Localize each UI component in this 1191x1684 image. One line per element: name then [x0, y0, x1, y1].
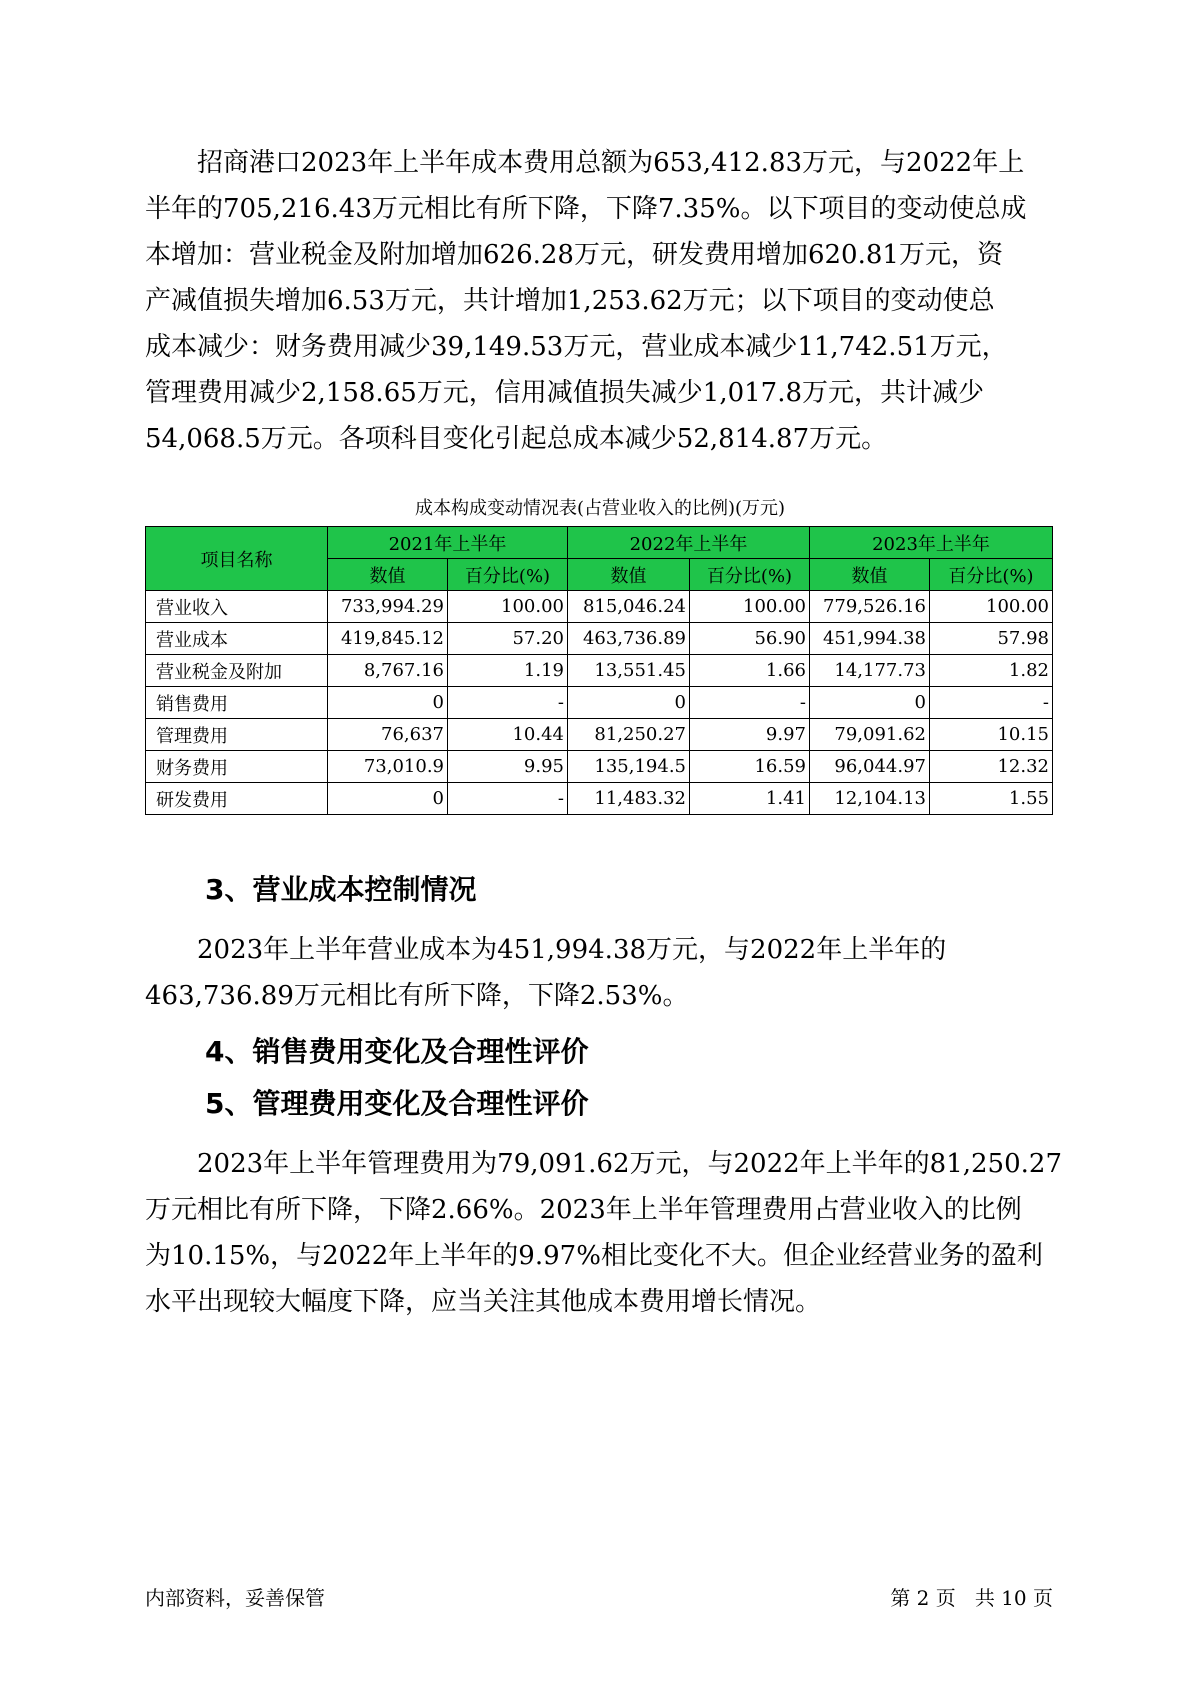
table-cell: 79,091.62: [810, 719, 930, 751]
table-cell: 57.98: [930, 623, 1053, 655]
table-row: [146, 751, 1053, 783]
table-cell: 14,177.73: [810, 655, 930, 687]
subheader-percent: 百分比(%): [930, 559, 1053, 591]
row-label: 营业成本: [146, 623, 328, 655]
text-line: 水平出现较大幅度下降，应当关注其他成本费用增长情况。: [145, 1287, 822, 1317]
text-line: 招商港口2023年上半年成本费用总额为653,412.83万元，与2022年上: [145, 148, 1025, 178]
table-cell: -: [930, 687, 1053, 719]
row-label: 财务费用: [146, 751, 328, 783]
row-label: 研发费用: [146, 783, 328, 815]
table-cell: 1.82: [930, 655, 1053, 687]
table-cell: 0: [810, 687, 930, 719]
period-header-2022: 2022年上半年: [568, 527, 810, 559]
subheader-value: 数值: [810, 559, 930, 591]
table-cell: 463,736.89: [568, 623, 690, 655]
section-heading-5: 5、管理费用变化及合理性评价: [205, 1087, 589, 1120]
text-line: 万元相比有所下降，下降2.66%。2023年上半年管理费用占营业收入的比例: [145, 1195, 1022, 1225]
table-row: [146, 623, 1053, 655]
subheader-value: 数值: [328, 559, 448, 591]
table-cell: 0: [328, 687, 448, 719]
table-row: [146, 655, 1053, 687]
table-cell: 11,483.32: [568, 783, 690, 815]
table-cell: 0: [328, 783, 448, 815]
table-cell: 81,250.27: [568, 719, 690, 751]
corner-header: 项目名称: [146, 527, 328, 591]
subheader-percent: 百分比(%): [690, 559, 810, 591]
text-line: 2023年上半年营业成本为451,994.38万元，与2022年上半年的: [145, 935, 947, 965]
text-line: 2023年上半年管理费用为79,091.62万元，与2022年上半年的81,250.27: [145, 1149, 1062, 1179]
table-row: [146, 719, 1053, 751]
footer-confidential-note: 内部资料，妥善保管: [145, 1586, 325, 1610]
row-label: 营业收入: [146, 591, 328, 623]
intro-paragraph: [145, 140, 1055, 462]
table-cell: 76,637: [328, 719, 448, 751]
table-cell: 779,526.16: [810, 591, 930, 623]
table-row: [146, 591, 1053, 623]
text-line: 半年的705,216.43万元相比有所下降，下降7.35%。以下项目的变动使总成: [145, 194, 1027, 224]
table-cell: 56.90: [690, 623, 810, 655]
table-cell: 100.00: [930, 591, 1053, 623]
table-cell: 10.44: [448, 719, 568, 751]
row-label: 销售费用: [146, 687, 328, 719]
table-cell: 12,104.13: [810, 783, 930, 815]
admin-expense-paragraph: [145, 1141, 1062, 1325]
table-cell: 1.55: [930, 783, 1053, 815]
table-cell: 9.97: [690, 719, 810, 751]
table-row: [146, 687, 1053, 719]
text-line: 成本减少：财务费用减少39,149.53万元，营业成本减少11,742.51万元，: [145, 332, 1008, 362]
text-line: 管理费用减少2,158.65万元，信用减值损失减少1,017.8万元，共计减少: [145, 378, 985, 408]
period-header-2021: 2021年上半年: [328, 527, 568, 559]
table-cell: 9.95: [448, 751, 568, 783]
table-cell: 100.00: [690, 591, 810, 623]
cost-structure-table: [145, 526, 1053, 815]
section-heading-4: 4、销售费用变化及合理性评价: [205, 1035, 589, 1068]
table-cell: 1.19: [448, 655, 568, 687]
operating-cost-paragraph: [145, 927, 1055, 1019]
row-label: 营业税金及附加: [146, 655, 328, 687]
table-cell: 0: [568, 687, 690, 719]
row-label: 管理费用: [146, 719, 328, 751]
table-cell: 1.41: [690, 783, 810, 815]
text-line: 本增加：营业税金及附加增加626.28万元，研发费用增加620.81万元，资: [145, 240, 1003, 270]
table-cell: -: [448, 687, 568, 719]
text-line: 产减值损失增加6.53万元，共计增加1,253.62万元；以下项目的变动使总: [145, 286, 995, 316]
subheader-value: 数值: [568, 559, 690, 591]
text-line: 为10.15%，与2022年上半年的9.97%相比变化不大。但企业经营业务的盈利: [145, 1241, 1043, 1271]
footer-page-number: 第 2 页 共 10 页: [890, 1586, 1053, 1610]
subheader-percent: 百分比(%): [448, 559, 568, 591]
table-cell: 13,551.45: [568, 655, 690, 687]
table-cell: 451,994.38: [810, 623, 930, 655]
table-cell: 100.00: [448, 591, 568, 623]
table-cell: 1.66: [690, 655, 810, 687]
table-cell: 96,044.97: [810, 751, 930, 783]
text-line: 54,068.5万元。各项科目变化引起总成本减少52,814.87万元。: [145, 424, 888, 454]
table-cell: -: [448, 783, 568, 815]
table-cell: 57.20: [448, 623, 568, 655]
table-cell: 8,767.16: [328, 655, 448, 687]
table-cell: 16.59: [690, 751, 810, 783]
table-cell: 135,194.5: [568, 751, 690, 783]
text-line: 463,736.89万元相比有所下降，下降2.53%。: [145, 981, 689, 1011]
table-cell: 12.32: [930, 751, 1053, 783]
table-caption: 成本构成变动情况表(占营业收入的比例)(万元): [414, 498, 786, 519]
table-cell: 419,845.12: [328, 623, 448, 655]
table-cell: -: [690, 687, 810, 719]
section-heading-3: 3、营业成本控制情况: [205, 873, 477, 906]
table-cell: 10.15: [930, 719, 1053, 751]
table-row: [146, 783, 1053, 815]
table-cell: 73,010.9: [328, 751, 448, 783]
table-cell: 815,046.24: [568, 591, 690, 623]
period-header-2023: 2023年上半年: [810, 527, 1053, 559]
table-cell: 733,994.29: [328, 591, 448, 623]
